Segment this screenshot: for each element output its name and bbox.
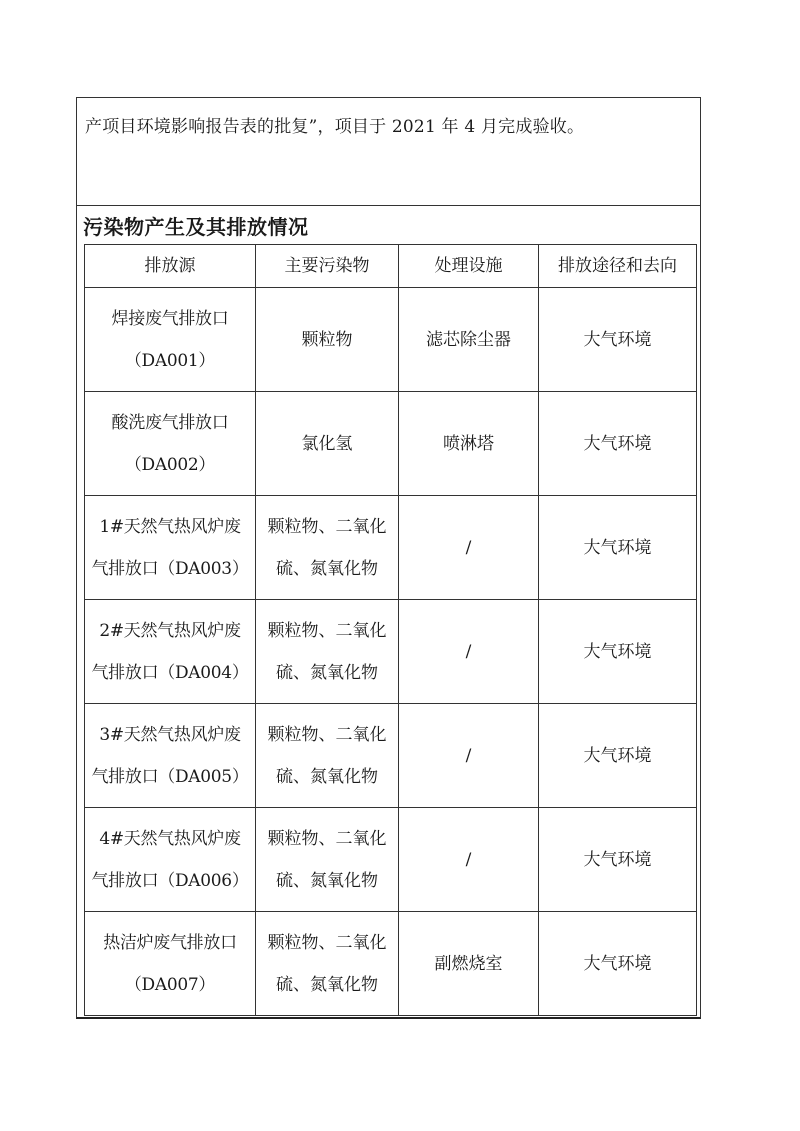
cell-pollutants: 颗粒物、二氧化 硫、氮氧化物 [256, 704, 399, 808]
intro-cell [77, 98, 700, 206]
cell-source: 4#天然气热风炉废 气排放口（DA006） [85, 808, 256, 912]
cell-destination: 大气环境 [539, 808, 697, 912]
cell-pollutants: 颗粒物 [256, 288, 399, 392]
cell-destination: 大气环境 [539, 496, 697, 600]
cell-source: 酸洗废气排放口 （DA002） [85, 392, 256, 496]
table-row [85, 392, 697, 496]
cell-facility: / [399, 808, 539, 912]
table-row [85, 912, 697, 1016]
cell-pollutants: 氯化氢 [256, 392, 399, 496]
cell-source: 1#天然气热风炉废 气排放口（DA003） [85, 496, 256, 600]
intro-text: 产项目环境影响报告表的批复”，项目于 2021 年 4 月完成验收。 [85, 117, 585, 137]
cell-facility: 喷淋塔 [399, 392, 539, 496]
cell-source: 2#天然气热风炉废 气排放口（DA004） [85, 600, 256, 704]
cell-destination: 大气环境 [539, 288, 697, 392]
cell-pollutants: 颗粒物、二氧化 硫、氮氧化物 [256, 808, 399, 912]
document-frame [76, 97, 701, 1019]
cell-source: 热洁炉废气排放口 （DA007） [85, 912, 256, 1016]
cell-pollutants: 颗粒物、二氧化 硫、氮氧化物 [256, 912, 399, 1016]
header-treatment-facility: 处理设施 [399, 245, 539, 288]
cell-source: 3#天然气热风炉废 气排放口（DA005） [85, 704, 256, 808]
table-row [85, 496, 697, 600]
table-row [85, 808, 697, 912]
header-emission-source: 排放源 [85, 245, 256, 288]
table-row [85, 600, 697, 704]
cell-source: 焊接废气排放口 （DA001） [85, 288, 256, 392]
header-emission-destination: 排放途径和去向 [539, 245, 697, 288]
cell-facility: / [399, 704, 539, 808]
table-header-row [85, 245, 697, 288]
section-heading: 污染物产生及其排放情况 [83, 215, 309, 239]
cell-destination: 大气环境 [539, 912, 697, 1016]
cell-destination: 大气环境 [539, 704, 697, 808]
cell-facility: 滤芯除尘器 [399, 288, 539, 392]
header-main-pollutants: 主要污染物 [256, 245, 399, 288]
cell-pollutants: 颗粒物、二氧化 硫、氮氧化物 [256, 496, 399, 600]
pollutant-emission-table [84, 244, 697, 1016]
table-row [85, 288, 697, 392]
cell-facility: / [399, 496, 539, 600]
table-row [85, 704, 697, 808]
cell-facility: 副燃烧室 [399, 912, 539, 1016]
cell-destination: 大气环境 [539, 392, 697, 496]
cell-destination: 大气环境 [539, 600, 697, 704]
cell-facility: / [399, 600, 539, 704]
cell-pollutants: 颗粒物、二氧化 硫、氮氧化物 [256, 600, 399, 704]
